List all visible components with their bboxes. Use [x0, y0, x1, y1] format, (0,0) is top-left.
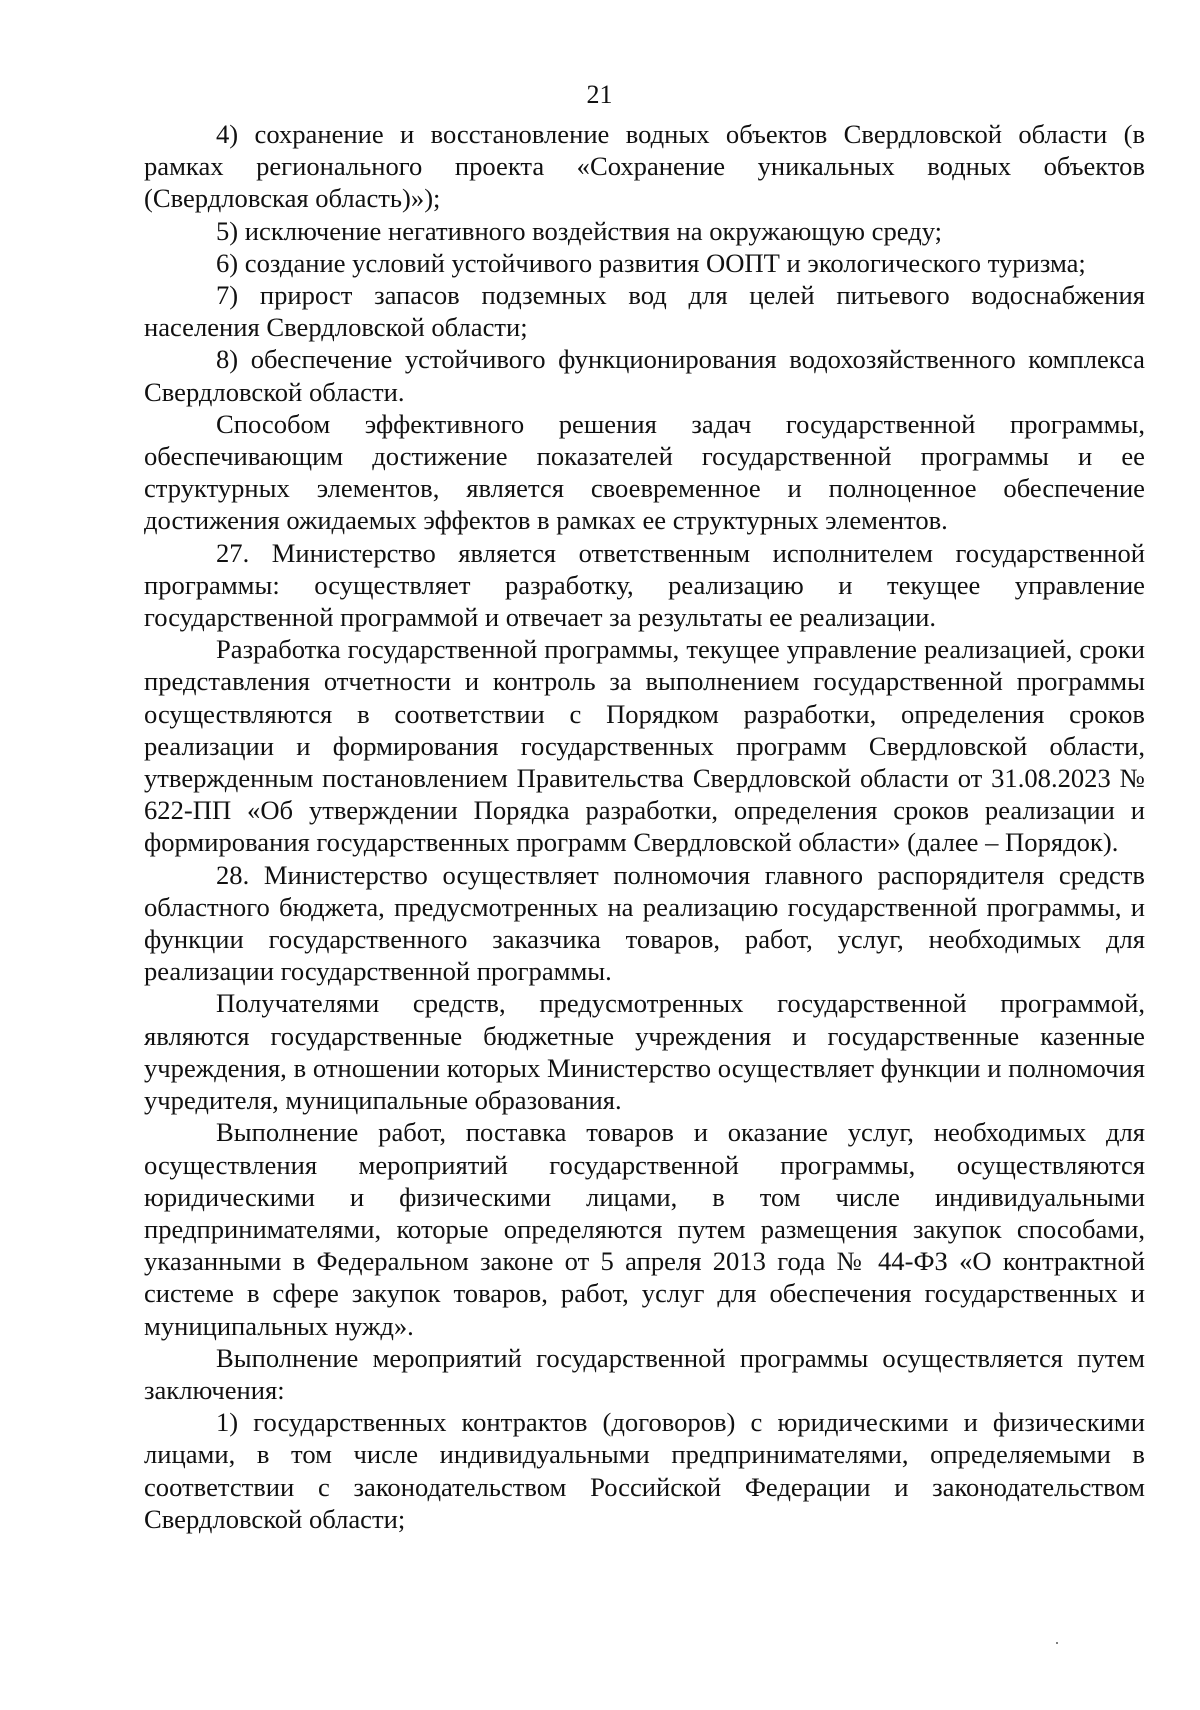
list-item-4: 4) сохранение и восстановление водных объектов Свердловской области (в рамках регионального проекта «Сохранение уникальных водных объектов (Свердловская область)»);	[144, 119, 1145, 214]
clause-28: 28. Министерство осуществляет полномочия главного распорядителя средств областного бюджета, предусмотренных на реализацию государственной программы, и функции государственного заказчика товаров, работ, услуг, необходимых для реализации государственной программы.	[144, 859, 1145, 987]
paragraph-development: Разработка государственной программы, текущее управление реализацией, сроки представления отчетности и контроль за выполнением государственной программы осуществляются в соответствии с Порядком разработки, определения сроков реализации и формирования государственных программ Свердловской области, утвержденным постановлением Правительства Свердловской области от 31.08.2023 № 622-ПП «Об утверждении Порядка разработки, определения сроков реализации и формирования государственных программ Свердловской области» (далее – Порядок).	[144, 634, 1145, 858]
clause-27: 27. Министерство является ответственным исполнителем государственной программы: осуществляет разработку, реализацию и текущее управление государственной программой и отвечает за результаты ее реализации.	[144, 537, 1145, 633]
paragraph-works: Выполнение работ, поставка товаров и оказание услуг, необходимых для осуществления мероприятий государственной программы, осуществляются юридическими и физическими лицами, в том числе индивидуальными предпринимателями, которые определяются путем размещения закупок способами, указанными в Федеральном законе от 5 апреля 2013 года № 44-ФЗ «О контрактной системе в сфере закупок товаров, работ, услуг для обеспечения государственных и муниципальных нужд».	[144, 1117, 1145, 1341]
page-number: 21	[586, 80, 613, 109]
paragraph-method: Способом эффективного решения задач государственной программы, обеспечивающим достижение показателей государственной программы и ее структурных элементов, является своевременное и полноценное обеспечение достижения ожидаемых эффектов в рамках ее структурных элементов.	[144, 408, 1145, 536]
paragraph-execution: Выполнение мероприятий государственной программы осуществляется путем заключения:	[144, 1342, 1145, 1405]
list-item-5: 5) исключение негативного воздействия на окружающую среду;	[216, 215, 943, 246]
scan-speck	[1056, 1642, 1058, 1644]
list-item-8: 8) обеспечение устойчивого функционирования водохозяйственного комплекса Свердловской области.	[144, 344, 1145, 407]
paragraph-recipients: Получателями средств, предусмотренных государственной программой, являются государственные бюджетные учреждения и государственные казенные учреждения, в отношении которых Министерство осуществляет функции и полномочия учредителя, муниципальные образования.	[144, 988, 1145, 1116]
list-item-contracts-1: 1) государственных контрактов (договоров) с юридическими и физическими лицами, в том числе индивидуальными предпринимателями, определяемыми в соответствии с законодательством Российской Федерации и законодательством Свердловской области;	[144, 1407, 1145, 1534]
list-item-6: 6) создание условий устойчивого развития ООПТ и экологического туризма;	[216, 247, 1086, 278]
list-item-7: 7) прирост запасов подземных вод для целей питьевого водоснабжения населения Свердловской области;	[144, 280, 1145, 343]
document-body	[144, 118, 1145, 1535]
